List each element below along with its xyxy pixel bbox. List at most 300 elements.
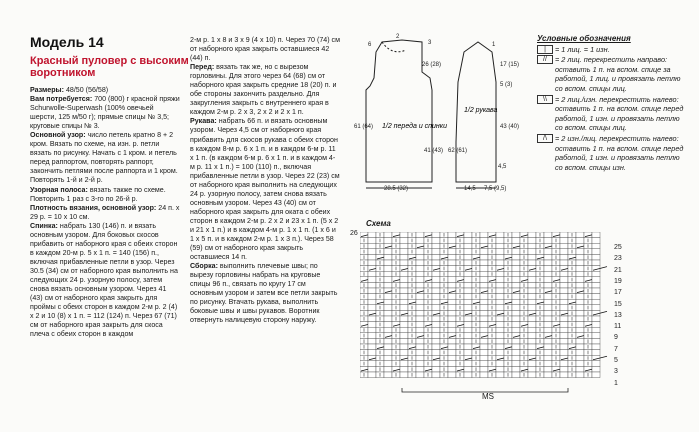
paragraph-heading: Узорная полоса: (30, 185, 90, 194)
chart-cell (384, 316, 392, 322)
chart-cell (448, 372, 456, 378)
chart-cell (592, 338, 600, 344)
legend-item (537, 95, 687, 133)
chart-cell (560, 366, 568, 372)
chart-cell (528, 238, 536, 244)
chart-cell (496, 243, 504, 249)
chart-cell (544, 282, 552, 288)
chart-cell (400, 350, 408, 356)
dimension-label: 1 (492, 42, 496, 48)
chart-cell (560, 344, 568, 350)
chart-cell (544, 271, 552, 277)
chart-cell (496, 260, 504, 266)
col2-paragraph (190, 117, 340, 262)
chart-cell (592, 282, 600, 288)
chart-cell (544, 350, 552, 356)
col1-paragraph (30, 204, 180, 222)
chart-cell (528, 243, 536, 249)
chart-cell (544, 238, 552, 244)
chart-cell (544, 299, 552, 305)
chart-cell (432, 344, 440, 350)
knitting-chart (360, 232, 610, 392)
chart-cell (512, 305, 520, 311)
chart-cell (528, 260, 536, 266)
chart-cell (512, 322, 520, 328)
chart-cell (496, 322, 504, 328)
chart-cell (400, 361, 408, 367)
paragraph-text: набрать 130 (146) п. и вязать основным узором. Для боковых скосов прибавить от наборного края с обеих сторон в каждом 20-м р. 5 x 1 п. = 140 (156) п., включая прибавленные петли в узор. Через 30.5 (34) см от наборного края выполнить на следующих 24 р. узорную полосу, затем снова вязать основным узором. Через 41 (43) см от наборного края закрыть для проймы с обеих сторон в каждом 2-м р. 2 (4) x 2 и 10 (8) x 1 п. = 112 (124) п. Через 67 (71) см от наборного края закрыть для скоса плеча с обеих сторон в каждом (30, 221, 178, 339)
chart-cell (576, 338, 584, 344)
col2-paragraph (190, 36, 340, 63)
chart-cell (464, 350, 472, 356)
chart-cell (528, 322, 536, 328)
chart-cell (576, 294, 584, 300)
chart-cell (448, 310, 456, 316)
chart-cell (384, 344, 392, 350)
chart-cell (528, 299, 536, 305)
chart-cell (560, 282, 568, 288)
chart-cell (560, 294, 568, 300)
paragraph-text: набрать 66 п. и вязать основным узором. Через 4,5 см от наборного края прибавить для скосов рукава с обеих сторон в каждом 8-м р. 6 x 1 п. и в каждом 6-м р. 11 x 1 п. (в каждом 6-м р. 6 x 1 п. и в каждом 4-м р. 11 x 1 п.) = 100 (110) п., включая прибавленные петли в узор. Через 22 (23) см от наборного края выполнить на следующих 24 р. узорную полосу, затем снова вязать основным узором. Через 43 (40) см от наборного края закрыть для оката с обеих сторон в каждом 2-м р. 2 x 2 и 23 x 1 п. (5 x 2 и 21 x 1 п.) и в каждом 4-м р. 1 x 1 п. (1 x 6 и 1 x 5 п. и в каждом 2-м р. 1 x 3 п.). Через 58 (59) см от наборного края закрыть оставшиеся 14 п. (190, 117, 340, 262)
chart-cell (512, 232, 520, 238)
chart-cell (464, 366, 472, 372)
chart-cell (432, 243, 440, 249)
chart-cell (576, 372, 584, 378)
row-number: 25 (614, 244, 622, 251)
ms-label: MS (482, 392, 494, 401)
chart-cell (512, 366, 520, 372)
legend-symbol: | (537, 45, 553, 54)
dimension-label: 4,5 (498, 164, 507, 170)
chart-cell (448, 355, 456, 361)
chart-cell (416, 232, 424, 238)
chart-cell (368, 316, 376, 322)
chart-cell (400, 327, 408, 333)
chart-cell (384, 350, 392, 356)
chart-cell (512, 310, 520, 316)
legend-text: = 2 изн./лиц. перекрестить налево: оставить 1 п. на вспом. спице перед работой, 1 изн. и провязать петлю со вспом. спицы изн. (555, 133, 684, 172)
chart-cell (528, 361, 536, 367)
chart-cell (496, 305, 504, 311)
chart-cell (400, 366, 408, 372)
chart-cell (544, 366, 552, 372)
chart-cell (592, 327, 600, 333)
chart-cell (576, 327, 584, 333)
paragraph-text: 700 (800) г красной пряжи Schurwolle-Superwash (100% овечьей шерсти, 125 м/50 г); прямые спицы № 3,5; круговые спицы № 3. (30, 95, 180, 131)
legend-item (537, 134, 687, 172)
chart-cell (512, 344, 520, 350)
chart-cell (416, 322, 424, 328)
chart-cell (544, 361, 552, 367)
chart-cell (496, 294, 504, 300)
chart-cell (384, 327, 392, 333)
chart-cell (464, 316, 472, 322)
chart-cell (560, 271, 568, 277)
chart-cell (496, 249, 504, 255)
paragraph-heading: Рукава: (190, 117, 219, 126)
chart-cell (576, 361, 584, 367)
chart-cell (560, 316, 568, 322)
chart-cell (544, 316, 552, 322)
chart-cell (400, 277, 408, 283)
chart-cell (368, 249, 376, 255)
chart-cell (528, 366, 536, 372)
paragraph-text: 24 п. x 29 р. = 10 x 10 см. (30, 203, 180, 221)
chart-cell (496, 271, 504, 277)
chart-cell (400, 316, 408, 322)
chart-cell (576, 254, 584, 260)
chart-cell (448, 254, 456, 260)
chart-cell (560, 277, 568, 283)
col1-paragraph (30, 86, 180, 95)
chart-cell (464, 327, 472, 333)
chart-cell (368, 305, 376, 311)
paragraph-text: вязать также по схеме. Повторить 1 раз с 3-го по 26-й р. (30, 185, 166, 203)
chart-cell (384, 322, 392, 328)
legend-heading: Условные обозначения (537, 34, 631, 43)
chart-cell (544, 232, 552, 238)
chart-cell (400, 232, 408, 238)
chart-cell (528, 333, 536, 339)
chart-cell (496, 282, 504, 288)
chart-cell (560, 260, 568, 266)
chart-cell (480, 372, 488, 378)
dimension-label: 2 (396, 34, 400, 40)
chart-cell (368, 338, 376, 344)
chart-cell (496, 254, 504, 260)
chart-cell (544, 277, 552, 283)
row-number: 3 (614, 368, 618, 376)
chart-cell (528, 305, 536, 311)
chart-cell (448, 305, 456, 311)
chart-cell (592, 260, 600, 266)
chart-cell (448, 366, 456, 372)
chart-cell (512, 355, 520, 361)
chart-cell (432, 316, 440, 322)
garment-schematic (352, 32, 542, 192)
chart-cell (496, 327, 504, 333)
chart-cell (560, 361, 568, 367)
paragraph-text: вязать так же, но с вырезом горловины. Для этого через 64 (68) см от наборного края закрыть средние 18 (20) п. и обе стороны закончить раздельно. Для закругления закрыть с внутреннего края в каждом 2-м р. 2 x 3, 2 x 2 и 2 x 1 п. (190, 63, 337, 117)
chart-cell (592, 333, 600, 339)
chart-cell (464, 277, 472, 283)
chart-cell (384, 299, 392, 305)
col2-paragraph (190, 262, 340, 325)
instructions-col-1 (30, 86, 180, 339)
chart-cell (464, 361, 472, 367)
chart-cell (368, 361, 376, 367)
chart-cell (480, 305, 488, 311)
chart-cell (560, 249, 568, 255)
chart-cell (592, 254, 600, 260)
legend-text: = 2 лиц. перекрестить направо: оставить 1 п. на вспом. спице за работой, 1 лиц. и провязать петлю со вспом. спицы лиц. (555, 55, 681, 93)
chart-cell (384, 260, 392, 266)
chart-cell (576, 266, 584, 272)
paragraph-heading: Перед: (190, 63, 217, 72)
chart-cell (480, 260, 488, 266)
chart-cell (448, 361, 456, 367)
chart-cell (560, 288, 568, 294)
chart-cell (464, 333, 472, 339)
chart-cell (480, 232, 488, 238)
chart-cell (432, 254, 440, 260)
chart-cell (448, 249, 456, 255)
chart-cell (512, 327, 520, 333)
chart-cell (592, 288, 600, 294)
chart-cell (560, 327, 568, 333)
chart-cell (544, 372, 552, 378)
chart-cell (544, 254, 552, 260)
chart-cell (416, 355, 424, 361)
chart-cell (496, 288, 504, 294)
chart-cell (448, 277, 456, 283)
chart-cell (384, 271, 392, 277)
chart-cell (384, 249, 392, 255)
chart-cell (464, 238, 472, 244)
chart-cell (592, 305, 600, 311)
chart-cell (384, 361, 392, 367)
chart-cell (576, 366, 584, 372)
chart-cell (368, 372, 376, 378)
chart-cell (464, 254, 472, 260)
chart-cell (576, 344, 584, 350)
chart-cell (432, 361, 440, 367)
chart-cell (432, 299, 440, 305)
chart-cell (464, 344, 472, 350)
chart-cell (592, 316, 600, 322)
chart-cell (464, 305, 472, 311)
chart-cell (496, 344, 504, 350)
chart-cell (368, 327, 376, 333)
chart-cell (368, 294, 376, 300)
chart-cell (416, 282, 424, 288)
chart-cell (560, 238, 568, 244)
chart-cell (528, 327, 536, 333)
chart-cell (544, 327, 552, 333)
chart-cell (432, 338, 440, 344)
chart-cell (544, 266, 552, 272)
chart-cell (592, 361, 600, 367)
chart-cell (560, 333, 568, 339)
chart-cell (448, 327, 456, 333)
chart-cell (480, 338, 488, 344)
chart-cell (464, 282, 472, 288)
chart-cell (560, 254, 568, 260)
chart-cell (480, 266, 488, 272)
chart-cell (400, 305, 408, 311)
dimension-label: 5 (3) (500, 82, 513, 88)
chart-cell (528, 294, 536, 300)
chart-cell (560, 372, 568, 378)
dimension-label: 28.5 (32) (384, 186, 409, 192)
chart-cell (496, 372, 504, 378)
chart-cell (432, 288, 440, 294)
dimension-label: 62 (61) (448, 148, 468, 154)
chart-cell (400, 288, 408, 294)
chart-cell (528, 350, 536, 356)
ms-bracket (400, 386, 570, 396)
chart-cell (560, 232, 568, 238)
chart-cell (416, 277, 424, 283)
legend (537, 34, 687, 172)
col1-paragraph (30, 131, 180, 185)
chart-cell (464, 249, 472, 255)
dimension-label: 26 (28) (422, 62, 442, 68)
chart-cell (384, 238, 392, 244)
paragraph-heading: Сборка: (190, 262, 220, 271)
chart-cell (544, 355, 552, 361)
chart-cell (528, 288, 536, 294)
chart-cell (592, 372, 600, 378)
chart-cell (512, 338, 520, 344)
chart-cell (576, 249, 584, 255)
chart-cell (576, 260, 584, 266)
chart-cell (400, 254, 408, 260)
chart-cell (576, 271, 584, 277)
chart-cell (512, 282, 520, 288)
chart-cell (448, 294, 456, 300)
chart-cell (480, 254, 488, 260)
chart-cell (384, 266, 392, 272)
chart-cell (368, 282, 376, 288)
chart-cell (464, 288, 472, 294)
chart-cell (368, 299, 376, 305)
chart-cell (368, 344, 376, 350)
chart-cell (448, 238, 456, 244)
chart-cell (576, 238, 584, 244)
chart-title: Схема (366, 219, 391, 228)
chart-cell (448, 299, 456, 305)
chart-cell (512, 266, 520, 272)
chart-cell (480, 277, 488, 283)
chart-cell (416, 249, 424, 255)
chart-cell (400, 344, 408, 350)
chart-cell (432, 333, 440, 339)
chart-cell (416, 260, 424, 266)
chart-cell (528, 249, 536, 255)
chart-cell (480, 366, 488, 372)
dimension-label: 14,5 (464, 186, 476, 192)
dimension-label: 7,5 (9,5) (484, 186, 507, 192)
chart-cell (384, 232, 392, 238)
chart-cell (592, 366, 600, 372)
chart-cell (448, 266, 456, 272)
chart-cell (576, 277, 584, 283)
chart-cell (368, 366, 376, 372)
chart-cell (416, 344, 424, 350)
row-top-label: 26 (350, 230, 358, 237)
chart-cell (384, 338, 392, 344)
chart-cell (400, 372, 408, 378)
chart-cell (416, 254, 424, 260)
chart-cell (512, 254, 520, 260)
chart-cell (576, 305, 584, 311)
col1-paragraph (30, 95, 180, 131)
subtitle: Красный пуловер с высоким воротником (30, 55, 189, 79)
paragraph-heading: Спинка: (30, 221, 60, 230)
chart-cell (416, 327, 424, 333)
chart-cell (384, 355, 392, 361)
paragraph-text: число петель кратно 8 + 2 кром. Вязать по схеме, на изн. р. петли вязать по рисунку. Начать с 1 кром. и петель перед раппортом, повторять раппорт, закончить петлями после раппорта и 1 кром. Повторять 1-й и 2-й р. (30, 131, 178, 185)
chart-cell (432, 305, 440, 311)
chart-cell (464, 299, 472, 305)
paragraph-heading: Плотность вязания, основной узор: (30, 203, 159, 212)
chart-cell (480, 249, 488, 255)
chart-cell (400, 238, 408, 244)
chart-cell (592, 249, 600, 255)
chart-cell (368, 232, 376, 238)
col1-paragraph (30, 222, 180, 340)
paragraph-heading: Размеры: (30, 86, 66, 94)
chart-cell (432, 260, 440, 266)
chart-cell (416, 310, 424, 316)
chart-cell (592, 344, 600, 350)
row-number: 19 (614, 277, 622, 285)
col2-paragraph (190, 63, 340, 117)
legend-symbol: \\ (537, 95, 553, 104)
chart-cell (432, 350, 440, 356)
chart-cell (560, 299, 568, 305)
legend-item (537, 55, 687, 93)
chart-cell (464, 243, 472, 249)
chart-cell (464, 322, 472, 328)
chart-cell (416, 372, 424, 378)
chart-cell (416, 299, 424, 305)
chart-cell (416, 266, 424, 272)
chart-cell (480, 282, 488, 288)
dimension-label: 61 (64) (354, 124, 374, 130)
chart-cell (480, 299, 488, 305)
row-number: 15 (614, 300, 622, 308)
chart-cell (512, 361, 520, 367)
chart-cell (544, 294, 552, 300)
chart-cell (400, 243, 408, 249)
chart-cell (496, 333, 504, 339)
chart-cell (496, 238, 504, 244)
chart-cell (480, 350, 488, 356)
chart-cell (512, 271, 520, 277)
chart-cell (416, 350, 424, 356)
chart-cell (384, 366, 392, 372)
chart-cell (528, 277, 536, 283)
chart-cell (384, 282, 392, 288)
chart-cell (544, 305, 552, 311)
chart-cell (416, 316, 424, 322)
chart-cell (528, 338, 536, 344)
paragraph-text: выполнить плечевые швы; по вырезу горловины набрать на круговые спицы 96 п., связать по кругу 17 см основным узором и затем все петли закрыть по рисунку. Втачать рукава, выполнить боковые швы и швы рукавов. Воротник отвернуть налицевую сторону наружу. (190, 262, 338, 325)
chart-cell (576, 350, 584, 356)
row-number: 17 (614, 289, 622, 297)
chart-cell (480, 344, 488, 350)
chart-cell (496, 232, 504, 238)
chart-cell (368, 277, 376, 283)
chart-cell (560, 350, 568, 356)
chart-cell (368, 243, 376, 249)
chart-cell (512, 249, 520, 255)
chart-cell (544, 310, 552, 316)
chart-cell (432, 372, 440, 378)
chart-cell (416, 361, 424, 367)
chart-cell (432, 327, 440, 333)
chart-cell (480, 271, 488, 277)
chart-cell (496, 277, 504, 283)
row-number: 23 (614, 255, 622, 263)
chart-cell (576, 282, 584, 288)
dimension-label: 3 (428, 40, 432, 46)
chart-cell (384, 254, 392, 260)
legend-text: = 1 лиц. = 1 изн. (555, 44, 610, 54)
chart-cell (416, 305, 424, 311)
